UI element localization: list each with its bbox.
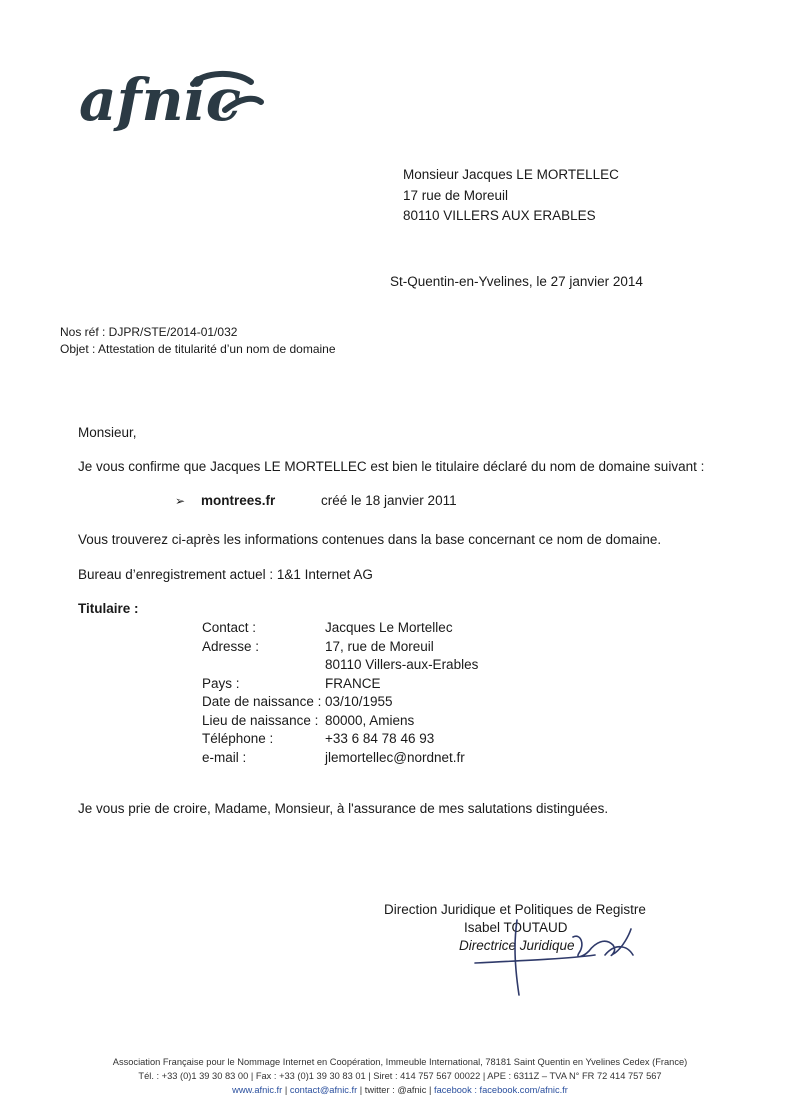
email-value: jlemortellec@nordnet.fr (325, 749, 465, 765)
twitter-link[interactable]: twitter : @afnic (364, 1085, 427, 1095)
birthdate-value: 03/10/1955 (325, 694, 393, 709)
closing-formula: Je vous prie de croire, Madame, Monsieur, à l'assurance de mes salutations distinguées. (78, 801, 609, 816)
recipient-name: Monsieur Jacques LE MORTELLEC (403, 167, 619, 182)
birthplace-label: Lieu de naissance : (202, 712, 319, 728)
birthdate-label: Date de naissance : (202, 694, 322, 709)
holder-row-address (202, 638, 478, 657)
phone-label: Téléphone : (202, 731, 274, 746)
domain-name: montrees.fr (201, 493, 276, 508)
holder-row-birthplace (202, 712, 478, 731)
recipient-street: 17 rue de Moreuil (403, 187, 509, 203)
info-intro: Vous trouverez ci-après les informations contenues dans la base concernant ce nom de domaine. (78, 532, 662, 547)
domain-created-date: créé le 18 janvier 2011 (321, 493, 457, 508)
signature-icon (455, 915, 655, 1000)
salutation: Monsieur, (78, 425, 137, 440)
logo-wordmark: afnic (79, 66, 242, 134)
signatory-name: Isabel TOUTAUD (464, 920, 568, 935)
bullet-arrow-icon: ➢ (175, 494, 186, 508)
holder-row-address-2 (202, 656, 478, 675)
birthplace-value: 80000, Amiens (325, 712, 415, 728)
holder-row-phone (202, 730, 478, 749)
recipient-city: 80110 VILLERS AUX ERABLES (403, 208, 596, 223)
recipient-address (403, 166, 619, 228)
signatory-role: Directrice Juridique (459, 938, 575, 953)
footer-address: Association Française pour le Nommage Internet en Coopération, Immeuble International, 78181 Saint Quentin en Yvelines Cedex (France) (112, 1057, 688, 1067)
handwritten-signature (455, 915, 655, 1000)
facebook-link[interactable]: facebook : facebook.com/afnic.fr (434, 1085, 568, 1095)
address-line-1: 17, rue de Moreuil (325, 638, 434, 654)
address-line-2: 80110 Villers-aux-Erables (325, 657, 479, 672)
afnic-logo-icon (75, 62, 265, 147)
reference-block (60, 324, 336, 358)
contact-value: Jacques Le Mortellec (325, 620, 453, 635)
holder-details (202, 619, 478, 767)
confirmation-text: Je vous confirme que Jacques LE MORTELLEC est bien le titulaire déclaré du nom de domaine suivant : (78, 459, 705, 474)
afnic-logo (75, 62, 265, 147)
signatory-department: Direction Juridique et Politiques de Registre (384, 902, 646, 917)
subject-line: Objet : Attestation de titularité d’un nom de domaine (60, 342, 336, 356)
contact-label: Contact : (202, 620, 257, 635)
place-date: St-Quentin-en-Yvelines, le 27 janvier 2014 (390, 274, 643, 289)
contact-email-link[interactable]: contact@afnic.fr (289, 1085, 358, 1095)
registrar: Bureau d’enregistrement actuel : 1&1 Internet AG (78, 567, 373, 582)
reference-number: Nos réf : DJPR/STE/2014-01/032 (60, 325, 238, 339)
footer (0, 1055, 800, 1097)
holder-row-contact (202, 619, 478, 638)
email-label: e-mail : (202, 749, 247, 765)
domain-line (175, 492, 457, 510)
website-link[interactable]: www.afnic.fr (232, 1085, 283, 1095)
footer-contact-numbers: Tél. : +33 (0)1 39 30 83 00 | Fax : +33 (0)1 39 30 83 01 | Siret : 414 757 567 00022 | APE : 6311Z – TVA N° FR 72 414 757 567 (138, 1071, 662, 1081)
phone-value: +33 6 84 78 46 93 (325, 731, 435, 746)
footer-links: www.afnic.fr | contact@afnic.fr | twitter : @afnic | facebook : facebook.com/afnic.fr (232, 1085, 568, 1095)
holder-row-email (202, 749, 478, 768)
country-value: FRANCE (325, 675, 381, 691)
country-label: Pays : (202, 675, 240, 691)
holder-row-country (202, 675, 478, 694)
holder-title: Titulaire : (78, 601, 139, 616)
address-label: Adresse : (202, 638, 260, 654)
holder-row-birthdate (202, 693, 478, 712)
